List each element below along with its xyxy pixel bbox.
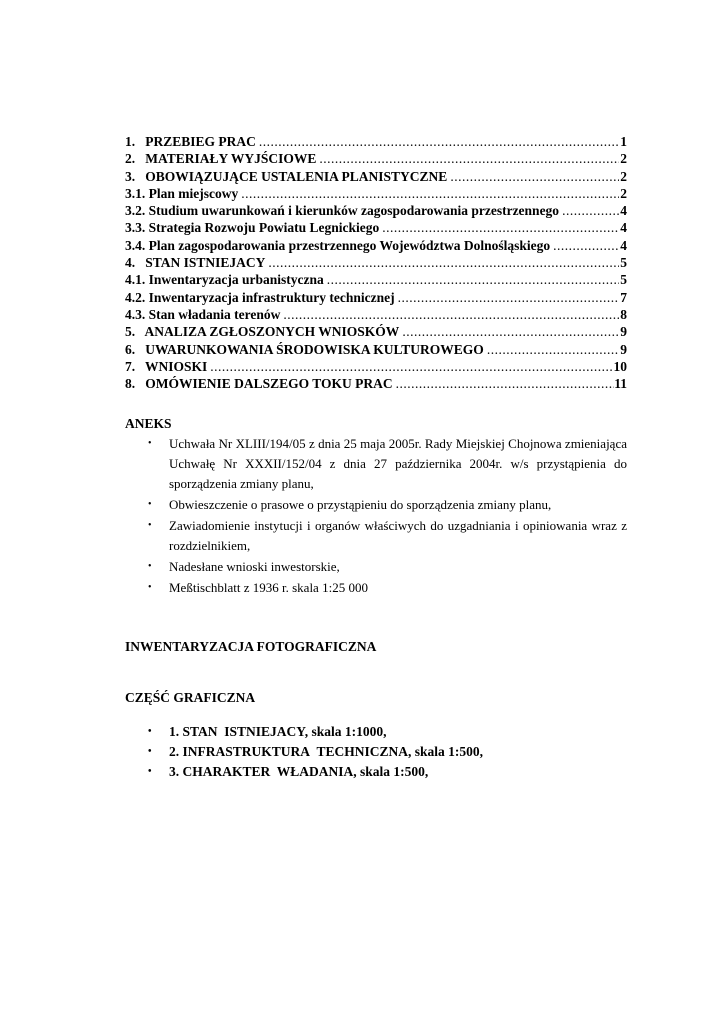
list-item-text: Obwieszczenie o prasowe o przystąpieniu do sporządzenia zmiany planu, xyxy=(169,497,552,512)
toc-entry xyxy=(125,375,627,392)
graficzna-list xyxy=(148,722,483,782)
list-item-text: Uchwała Nr XLIII/194/05 z dnia 25 maja 2005r. Rady Miejskiej Chojnowa zmieniająca Uchwałę Nr XXXII/152/04 z dnia 27 października 2004r. w/s przystąpienia do sporządzenia zmiany planu, xyxy=(169,436,627,491)
toc-dot-leader xyxy=(238,185,619,202)
toc-dot-leader xyxy=(550,237,619,254)
list-item-text: 1. STAN ISTNIEJACY, skala 1:1000, xyxy=(169,724,387,739)
toc-entry-label: 3. OBOWIĄZUJĄCE USTALENIA PLANISTYCZNE xyxy=(125,168,448,184)
toc-entry-label: 8. OMÓWIENIE DALSZEGO TOKU PRAC xyxy=(125,376,393,392)
toc-entry xyxy=(125,237,627,254)
toc-entry-page: 2 xyxy=(620,151,627,167)
toc-entry xyxy=(125,254,627,271)
bullet-icon: • xyxy=(148,582,152,593)
list-item xyxy=(148,434,627,494)
bullet-icon: • xyxy=(148,766,152,777)
toc-dot-leader xyxy=(207,358,613,375)
toc-dot-leader xyxy=(393,375,615,392)
toc-entry-label: 6. UWARUNKOWANIA ŚRODOWISKA KULTUROWEGO xyxy=(125,341,484,357)
toc-dot-leader xyxy=(395,289,619,306)
toc-entry xyxy=(125,306,627,323)
toc-entry xyxy=(125,150,627,167)
toc-entry xyxy=(125,289,627,306)
toc-entry xyxy=(125,219,627,236)
toc-entry xyxy=(125,202,627,219)
toc-dot-leader xyxy=(265,254,619,271)
aneks-list xyxy=(148,434,627,599)
toc-entry xyxy=(125,168,627,185)
toc-entry-label: 3.3. Strategia Rozwoju Powiatu Legnickiego xyxy=(125,220,380,236)
toc-entry xyxy=(125,133,627,150)
toc-entry-label: 4.1. Inwentaryzacja urbanistyczna xyxy=(125,272,324,288)
toc-dot-leader xyxy=(316,150,619,167)
toc-entry-label: 3.4. Plan zagospodarowania przestrzennego Województwa Dolnośląskiego xyxy=(125,237,551,253)
list-item-text: 2. INFRASTRUKTURA TECHNICZNA, skala 1:500, xyxy=(169,744,484,759)
toc-entry-page: 1 xyxy=(620,134,627,149)
bullet-icon: • xyxy=(148,499,152,510)
table-of-contents xyxy=(125,133,627,392)
toc-entry xyxy=(125,185,627,202)
toc-entry-page: 10 xyxy=(613,358,627,374)
toc-entry-label: 3.1. Plan miejscowy xyxy=(125,185,239,201)
toc-entry xyxy=(125,323,627,340)
toc-dot-leader xyxy=(484,341,619,358)
toc-dot-leader xyxy=(399,323,619,340)
toc-dot-leader xyxy=(379,219,619,236)
list-item xyxy=(148,495,627,515)
toc-dot-leader xyxy=(447,168,619,185)
bullet-icon: • xyxy=(148,520,152,531)
toc-dot-leader xyxy=(324,271,619,288)
toc-entry-page: 4 xyxy=(620,237,627,253)
list-item-text: 3. CHARAKTER WŁADANIA, skala 1:500, xyxy=(169,764,429,779)
toc-dot-leader xyxy=(256,133,619,150)
list-item xyxy=(148,516,627,556)
toc-entry xyxy=(125,358,627,375)
toc-entry xyxy=(125,341,627,358)
toc-entry xyxy=(125,271,627,288)
bullet-icon: • xyxy=(148,726,152,737)
toc-entry-page: 7 xyxy=(620,289,627,305)
aneks-heading: ANEKS xyxy=(125,416,172,431)
toc-entry-page: 2 xyxy=(620,168,627,184)
graficzna-heading: CZĘŚĆ GRAFICZNA xyxy=(125,690,256,705)
toc-entry-page: 9 xyxy=(620,324,627,340)
bullet-icon: • xyxy=(148,561,152,572)
toc-entry-label: 2. MATERIAŁY WYJŚCIOWE xyxy=(125,151,317,167)
toc-entry-label: 7. WNIOSKI xyxy=(125,358,208,374)
list-item-text: Meßtischblatt z 1936 r. skala 1:25 000 xyxy=(169,580,368,595)
toc-entry-page: 5 xyxy=(620,255,627,271)
toc-entry-label: 1. PRZEBIEG PRAC xyxy=(125,134,256,149)
toc-entry-page: 4 xyxy=(620,203,627,219)
list-item xyxy=(148,557,627,577)
bullet-icon: • xyxy=(148,438,152,449)
toc-entry-label: 4. STAN ISTNIEJACY xyxy=(125,255,266,271)
toc-entry-page: 11 xyxy=(614,376,627,392)
list-item-text: Zawiadomienie instytucji i organów właściwych do uzgadniania i opiniowania wraz z rozdzielnikiem, xyxy=(169,518,627,553)
toc-entry-label: 3.2. Studium uwarunkowań i kierunków zagospodarowania przestrzennego xyxy=(125,203,560,219)
toc-entry-page: 4 xyxy=(620,220,627,236)
toc-entry-page: 9 xyxy=(620,341,627,357)
list-item xyxy=(148,762,483,782)
toc-dot-leader xyxy=(559,202,619,219)
toc-entry-page: 8 xyxy=(620,306,627,322)
toc-entry-page: 5 xyxy=(620,272,627,288)
toc-entry-label: 5. ANALIZA ZGŁOSZONYCH WNIOSKÓW xyxy=(125,324,400,340)
toc-entry-page: 2 xyxy=(620,185,627,201)
inwentaryzacja-heading: INWENTARYZACJA FOTOGRAFICZNA xyxy=(125,639,377,654)
list-item xyxy=(148,578,627,598)
toc-entry-label: 4.3. Stan władania terenów xyxy=(125,306,281,322)
list-item-text: Nadesłane wnioski inwestorskie, xyxy=(169,559,340,574)
toc-entry-label: 4.2. Inwentaryzacja infrastruktury technicznej xyxy=(125,289,395,305)
toc-dot-leader xyxy=(280,306,619,323)
bullet-icon: • xyxy=(148,746,152,757)
list-item xyxy=(148,722,483,742)
list-item xyxy=(148,742,483,762)
